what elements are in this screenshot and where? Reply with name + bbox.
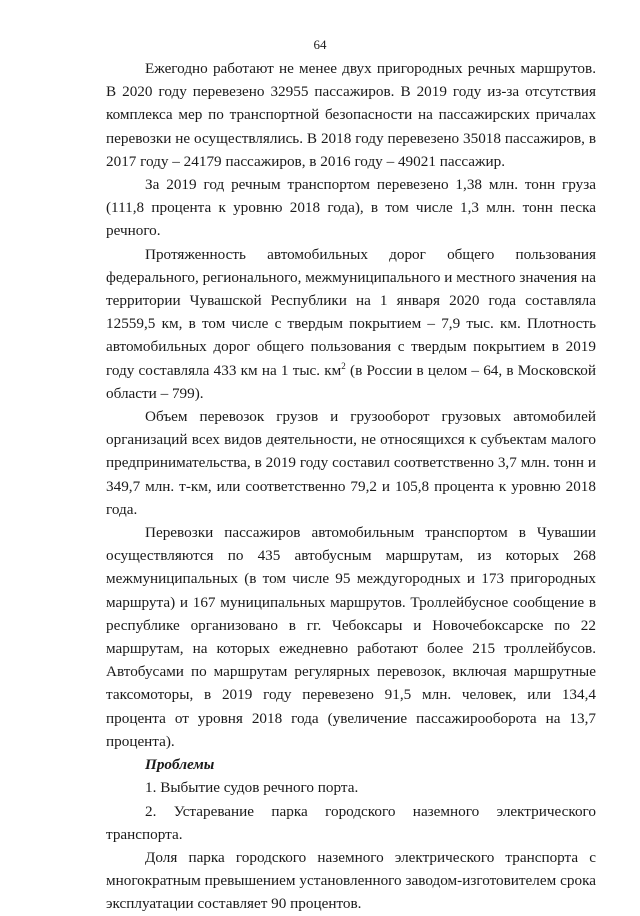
problem-item-2: 2. Устаревание парка городского наземного электрического транспорта.: [106, 802, 596, 843]
paragraph-freight: Объем перевозок грузов и грузооборот грузовых автомобилей организаций всех видов деятельности, не относящихся к субъектам малого предпринимательства, в 2019 году составил соответственно 3,7 млн. тонн и 349,7 млн. т-км, или соответственно 79,2 и 105,8 процента к уровню 2018 года.: [106, 408, 596, 518]
paragraph-road-length: [106, 243, 596, 405]
problem-item-1: 1. Выбытие судов речного порта.: [145, 779, 359, 797]
page-body: [106, 57, 596, 916]
paragraph-passenger-transport: Перевозки пассажиров автомобильным транспортом в Чувашии осуществляются по 435 автобусным маршрутам, из которых 268 межмуниципальных (в том числе 95 междугородных и 173 пригородных маршрута) и 167 муниципальных маршрутов. Троллейбусное сообщение в республике организовано в гг. Чебоксары и Новочебоксарске по 22 маршрутам, на которых ежедневно работают более 215 троллейбусов. Автобусами по маршрутам регулярных перевозок, включая маршрутные таксомоторы, в 2019 году перевезено 91,5 млн. человек, или 134,4 процента от уровня 2018 года (увеличение пассажирооборота на 13,7 процента).: [106, 524, 596, 750]
paragraph-river-passengers: Ежегодно работают не менее двух пригородных речных маршрутов. В 2020 году перевезено 32955 пассажиров. В 2019 году из-за отсутствия комплекса мер по транспортной безопасности на пассажирских причалах перевозки не осуществлялись. В 2018 году перевезено 35018 пассажиров, в 2017 году – 24179 пассажиров, в 2016 году – 49021 пассажир.: [106, 60, 596, 170]
problems-heading: Проблемы: [145, 756, 215, 774]
road-length-text: Протяженность автомобильных дорог общего пользования федерального, регионального, межмуниципального и местного значения на территории Чувашской Республики на 1 января 2020 года составляла 12559,5 км, в том числе с твердым покрытием – 7,9 тыс. км. Плотность автомобильных дорог общего пользования с твердым покрытием в 2019 году составляла 433 км на 1 тыс. км: [106, 245, 596, 379]
paragraph-closing: Доля парка городского наземного электрического транспорта с многократным превышением установленного заводом-изготовителем срока эксплуатации составляет 90 процентов.: [106, 848, 596, 913]
paragraph-river-cargo: За 2019 год речным транспортом перевезено 1,38 млн. тонн груза (111,8 процента к уровню 2018 года), в том числе 1,3 млн. тонн песка речного.: [106, 176, 596, 240]
superscript-2: 2: [341, 360, 346, 371]
page-number: 64: [313, 37, 327, 52]
road-length-text-end: (в России в целом – 64, в Московской области – 799).: [106, 361, 596, 402]
